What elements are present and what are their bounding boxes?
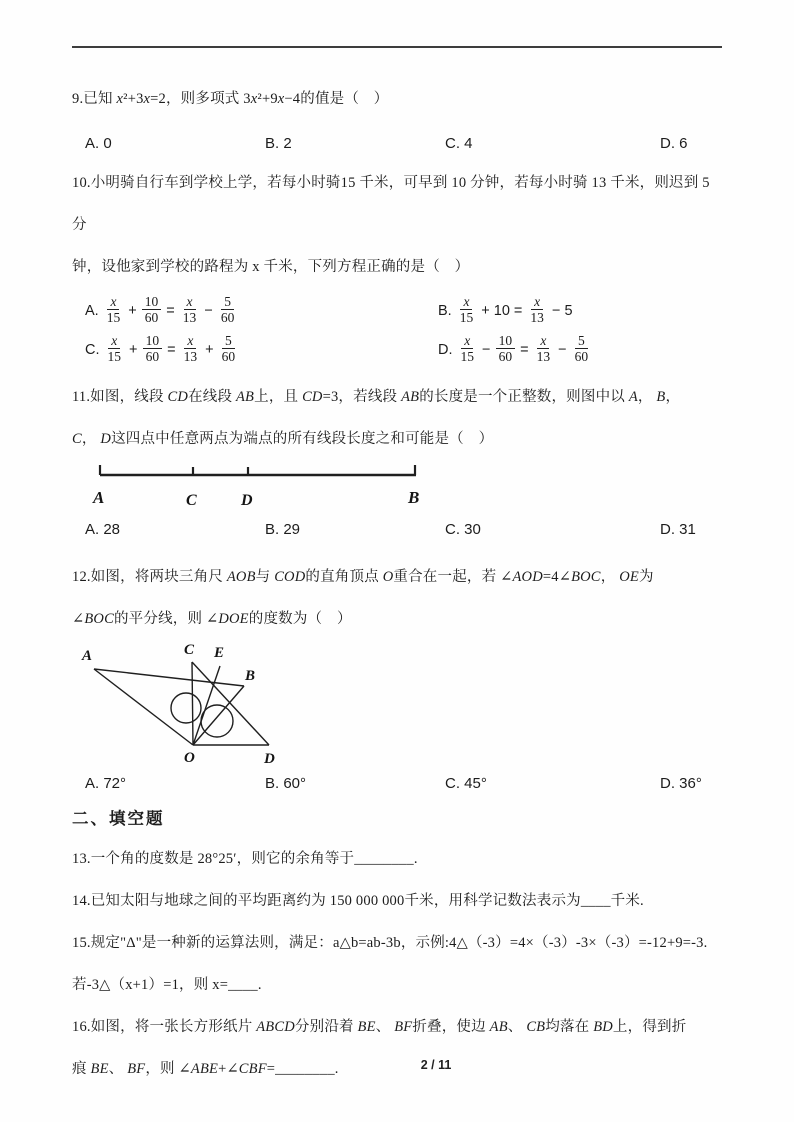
point-label-o: O (184, 750, 195, 766)
page-number: 2 / 11 (420, 1058, 452, 1072)
ruler-hole-1 (171, 693, 201, 723)
q12-triangles-figure (74, 642, 289, 770)
q12-option-d: D. 36° (660, 775, 702, 792)
q12-option-b: B. 60° (265, 775, 307, 792)
edge-ob (193, 686, 244, 745)
header-rule (72, 46, 722, 48)
point-label-e: E (214, 645, 225, 661)
question-13-text: 13.一个角的度数是 28°25′，则它的余角等于________. (72, 851, 418, 867)
q10-option-c: C. $\frac{x}{15}$ + $\frac{10}{60}$ = $\frac{x}{13}$ + $\frac{5}{60}$ (85, 332, 236, 364)
q10-option-b: B. $\frac{x}{15}$ + 10 = $\frac{x}{13}$ − 5 (438, 293, 573, 325)
point-label-c: C (186, 492, 197, 509)
edge-ab (94, 669, 244, 686)
question-14-text: 14.已知太阳与地球之间的平均距离约为 150 000 000千米，用科学记数法表示为____千米. (72, 893, 644, 909)
section-2-title: 二、填空题 (72, 810, 165, 828)
question-11-options (72, 520, 722, 540)
question-11-text: 11.如图，线段 CD在线段 AB上，且 CD=3，若线段 AB的长度是一个正整数，则图中以 A， B， C， D这四点中任意两点为端点的所有线段长度之和可能是（ ） (72, 389, 681, 447)
question-10-options (72, 292, 722, 370)
question-15-text: 15.规定"Δ"是一种新的运算法则，满足：a△b=ab-3b，示例:4△（-3）=4×（-3）-3×（-3）=-12+9=-3. 若-3△（x+1）=1，则 x=____. (72, 935, 708, 993)
question-10-text: 10.小明骑自行车到学校上学，若每小时骑15 千米，可早到 10 分钟，若每小时骑 13 千米，则迟到 5 分 钟，设他家到学校的路程为 x 千米，下列方程正确的是（ ） (72, 175, 710, 275)
question-9-options (72, 134, 722, 154)
question-16-text: 16.如图，将一张长方形纸片 ABCD分别沿着 BE、 BF折叠，使边 AB、 CB均落在 BD上，得到折 痕 BE、 BF，则 ∠ABE+∠CBF=________. (72, 1019, 687, 1077)
q11-option-d: D. 31 (660, 521, 696, 538)
q10-option-d: D. $\frac{x}{15}$ − $\frac{10}{60}$ = $\frac{x}{13}$ − $\frac{5}{60}$ (438, 332, 589, 364)
point-label-c: C (184, 642, 195, 658)
q11-option-a: A. 28 (85, 521, 121, 538)
question-9-text: 9.已知 x²+3x=2，则多项式 3x²+9x−4的值是（ ） (72, 91, 389, 107)
question-12-options (72, 774, 722, 794)
point-label-d: D (241, 492, 253, 509)
point-label-b: B (245, 668, 256, 684)
point-label-d: D (264, 751, 275, 767)
q11-segment-figure (86, 460, 431, 510)
q12-option-c: C. 45° (445, 775, 487, 792)
point-label-a: A (93, 488, 105, 507)
edge-co (192, 662, 193, 745)
point-label-b: B (408, 488, 420, 507)
q9-option-d: D. 6 (660, 135, 688, 152)
q12-option-a: A. 72° (85, 775, 127, 792)
q9-option-b: B. 2 (265, 135, 292, 152)
question-12-text: 12.如图，将两块三角尺 AOB与 COD的直角顶点 O重合在一起，若 ∠AOD=4∠BOC， OE为 ∠BOC的平分线，则 ∠DOE的度数为（ ） (72, 569, 654, 627)
q11-option-c: C. 30 (445, 521, 481, 538)
point-label-a: A (82, 648, 93, 664)
q10-option-a: A. $\frac{x}{15}$ + $\frac{10}{60}$ = $\frac{x}{13}$ − $\frac{5}{60}$ (85, 293, 235, 325)
q9-option-c: C. 4 (445, 135, 473, 152)
ruler-hole-2 (201, 705, 233, 737)
q9-option-a: A. 0 (85, 135, 112, 152)
edge-ao (94, 669, 193, 745)
q11-option-b: B. 29 (265, 521, 301, 538)
